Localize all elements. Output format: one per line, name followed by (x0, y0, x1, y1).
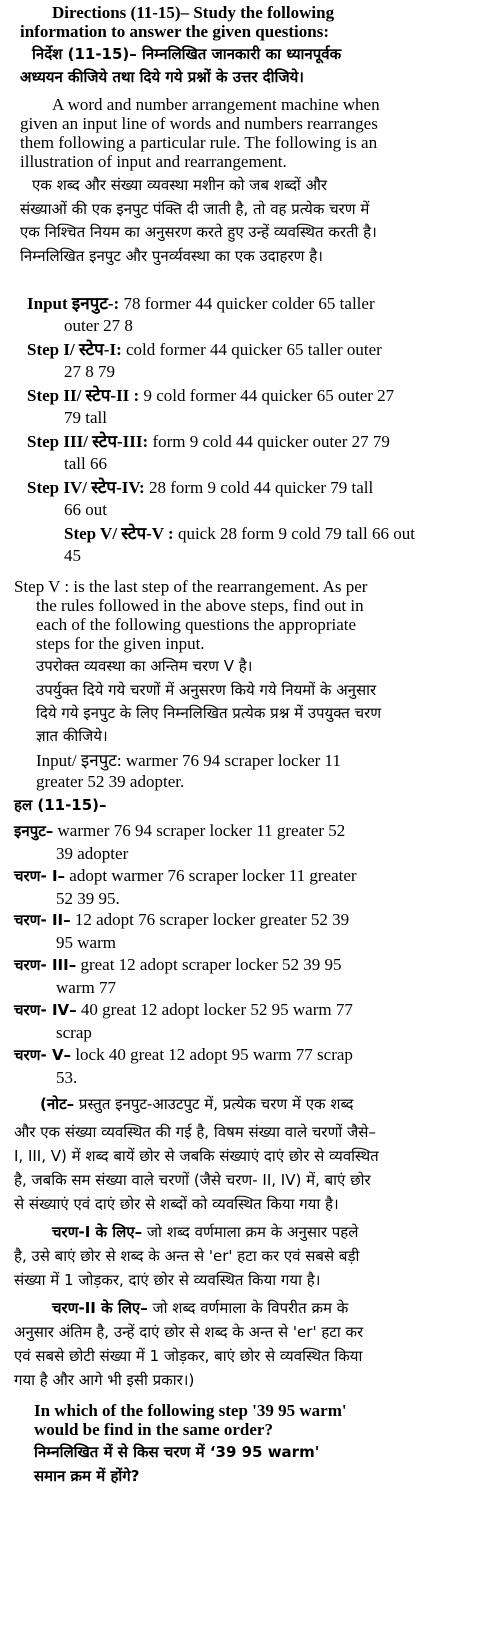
solution-input (14, 821, 345, 841)
rule-step-1-line-3: संख्या में 1 जोड़कर, दाएं छोर से व्यवस्थित किया गया है। (14, 1271, 321, 1289)
solution-step-4-label: चरण- IV– (14, 1001, 77, 1019)
solution-step-2-cont: 95 warm (56, 933, 116, 952)
rule-step-1-line-2: है, उसे बाएं छोर से शब्द के अन्त से 'er' हटा कर एवं सबसे बड़ी (14, 1247, 360, 1265)
last-step-line-4: steps for the given input. (36, 634, 205, 653)
question-hindi-line-2: समान क्रम में होंगे? (34, 1467, 140, 1485)
question-line-1: In which of the following step '39 95 warm' (34, 1401, 347, 1420)
rule-step-2-line-2: अनुसार अंतिम है, उन्हें दाएं छोर से शब्द के अन्त से 'er' हटा कर (14, 1323, 364, 1341)
last-step-hindi-4: ज्ञात कीजिये। (36, 727, 108, 745)
solution-step-1-text: adopt warmer 76 scraper locker 11 greater (69, 866, 357, 885)
note-line-4: है, जबकि सम संख्या वाले चरणों (जैसे चरण- II, IV) में, बाएं छोर (14, 1171, 371, 1189)
solution-step-4 (14, 1000, 353, 1020)
rule-step-1-label: चरण-I के लिए– (52, 1223, 143, 1241)
example-step-4-label: Step IV/ स्टेप-IV: (27, 478, 145, 497)
solution-step-5-cont: 53. (56, 1068, 78, 1087)
note-line-3: I, III, V) में शब्द बायें छोर से जबकि संख्याएं दाएं छोर से व्यवस्थित (14, 1147, 379, 1165)
example-input (27, 294, 375, 314)
intro-line-4: illustration of input and rearrangement. (20, 152, 287, 171)
example-step-4-text: 28 form 9 cold 44 quicker 79 tall (148, 478, 374, 497)
example-step-2-label: Step II/ स्टेप-II : (27, 386, 140, 405)
rule-step-2-line-3: एवं सबसे छोटी संख्या में 1 जोड़कर, बाएं छोर से व्यवस्थित किया (14, 1347, 363, 1365)
rule-step-2-text: जो शब्द वर्णमाला के विपरीत क्रम के (152, 1299, 349, 1317)
example-step-3-label: Step III/ स्टेप-III: (27, 432, 149, 451)
example-step-2 (27, 386, 394, 406)
solution-input-cont: 39 adopter (56, 844, 129, 863)
intro-hindi-line-3: एक निश्चित नियम का अनुसरण करते हुए उन्हें व्यवस्थित करती है। (20, 223, 377, 241)
given-input-line-1: Input/ इनपुट: warmer 76 94 scraper locker 11 (36, 751, 341, 770)
solution-step-1-cont: 52 39 95. (56, 889, 120, 908)
note-line-2: और एक संख्या व्यवस्थित की गई है, विषम संख्या वाले चरणों जैसे– (14, 1123, 376, 1141)
intro-hindi-line-4: निम्नलिखित इनपुट और पुनर्व्यवस्था का एक उदाहरण है। (20, 247, 323, 265)
directions-hindi-line-1: निर्देश (11-15)– निम्नलिखित जानकारी का ध्यानपूर्वक (32, 45, 342, 63)
solution-step-4-cont: scrap (56, 1023, 92, 1042)
solution-step-5 (14, 1045, 353, 1065)
example-input-cont: outer 27 8 (64, 316, 133, 335)
last-step-hindi-3: दिये गये इनपुट के लिए निम्नलिखित प्रत्येक प्रश्न में उपयुक्त चरण (36, 704, 382, 722)
last-step-line-1: Step V : is the last step of the rearrangement. As per (14, 577, 368, 596)
solution-input-label: इनपुट– (14, 822, 54, 840)
example-input-text: 78 former 44 quicker colder 65 taller (123, 294, 375, 313)
example-step-5-cont: 45 (64, 546, 81, 565)
solution-step-4-text: 40 great 12 adopt locker 52 95 warm 77 (80, 1000, 353, 1019)
example-step-5 (64, 524, 415, 544)
rule-step-2-label: चरण-II के लिए– (52, 1299, 148, 1317)
intro-hindi-line-1: एक शब्द और संख्या व्यवस्था मशीन को जब शब्दों और (32, 176, 328, 194)
example-step-5-label: Step V/ स्टेप-V : (64, 524, 174, 543)
solution-step-2 (14, 910, 349, 930)
example-step-4-cont: 66 out (64, 500, 107, 519)
note-label: (नोट– (40, 1095, 75, 1113)
solution-step-3 (14, 955, 342, 975)
solution-input-text: warmer 76 94 scraper locker 11 greater 52 (57, 821, 346, 840)
question-line-2: would be find in the same order? (34, 1420, 273, 1439)
solution-step-2-text: 12 adopt 76 scraper locker greater 52 39 (74, 910, 350, 929)
directions-hindi-line-2: अध्ययन कीजिये तथा दिये गये प्रश्नों के उत्तर दीजिये। (20, 68, 304, 86)
note-line-1 (40, 1094, 353, 1114)
solution-step-5-text: lock 40 great 12 adopt 95 warm 77 scrap (75, 1045, 353, 1064)
intro-hindi-line-2: संख्याओं की एक इनपुट पंक्ति दी जाती है, तो वह प्रत्येक चरण में (20, 200, 370, 218)
example-step-5-text: quick 28 form 9 cold 79 tall 66 out (177, 524, 415, 543)
rule-step-1-line-1 (52, 1222, 358, 1242)
example-step-1-text: cold former 44 quicker 65 taller outer (125, 340, 382, 359)
example-step-1 (27, 340, 382, 360)
given-input-line-2: greater 52 39 adopter. (36, 772, 185, 791)
intro-line-3: them following a particular rule. The following is an (20, 133, 378, 152)
solution-step-1-label: चरण- I– (14, 867, 66, 885)
example-step-1-label: Step I/ स्टेप-I: (27, 340, 122, 359)
example-step-3-text: form 9 cold 44 quicker outer 27 79 (152, 432, 390, 451)
last-step-line-2: the rules followed in the above steps, find out in (36, 596, 364, 615)
rule-step-2-line-4: गया है और आगे भी इसी प्रकार।) (14, 1371, 195, 1389)
note-line-1-text: प्रस्तुत इनपुट-आउटपुट में, प्रत्येक चरण में एक शब्द (78, 1095, 354, 1113)
example-step-3-cont: tall 66 (64, 454, 107, 473)
question-hindi-line-1: निम्नलिखित में से किस चरण में ‘39 95 warm' (34, 1443, 320, 1461)
intro-line-1: A word and number arrangement machine when (52, 95, 380, 114)
example-input-label: Input इनपुट-: (27, 294, 120, 313)
solution-step-3-cont: warm 77 (56, 978, 116, 997)
solution-step-5-label: चरण- V– (14, 1046, 72, 1064)
solution-step-2-label: चरण- II– (14, 911, 71, 929)
intro-line-2: given an input line of words and numbers rearranges (20, 114, 378, 133)
rule-step-2-line-1 (52, 1298, 348, 1318)
solution-step-1 (14, 866, 357, 886)
last-step-line-3: each of the following questions the appropriate (36, 615, 357, 634)
note-line-5: से संख्याएं एवं दाएं छोर से शब्दों को व्यवस्थित किया गया है। (14, 1195, 339, 1213)
directions-line-2: information to answer the given questions: (20, 22, 329, 41)
rule-step-1-text: जो शब्द वर्णमाला क्रम के अनुसार पहले (146, 1223, 359, 1241)
example-step-3 (27, 432, 390, 452)
solution-heading: हल (11-15)– (14, 796, 107, 814)
example-step-4 (27, 478, 373, 498)
solution-step-3-label: चरण- III– (14, 956, 77, 974)
solution-step-3-text: great 12 adopt scraper locker 52 39 95 (80, 955, 342, 974)
example-step-2-cont: 79 tall (64, 408, 107, 427)
last-step-hindi-1: उपरोक्त व्यवस्था का अन्तिम चरण V है। (36, 657, 253, 675)
directions-line-1: Directions (11-15)– Study the following (52, 3, 335, 22)
example-step-1-cont: 27 8 79 (64, 362, 115, 381)
example-step-2-text: 9 cold former 44 quicker 65 outer 27 (143, 386, 395, 405)
last-step-hindi-2: उपर्युक्त दिये गये चरणों में अनुसरण किये गये नियमों के अनुसार (36, 681, 377, 699)
